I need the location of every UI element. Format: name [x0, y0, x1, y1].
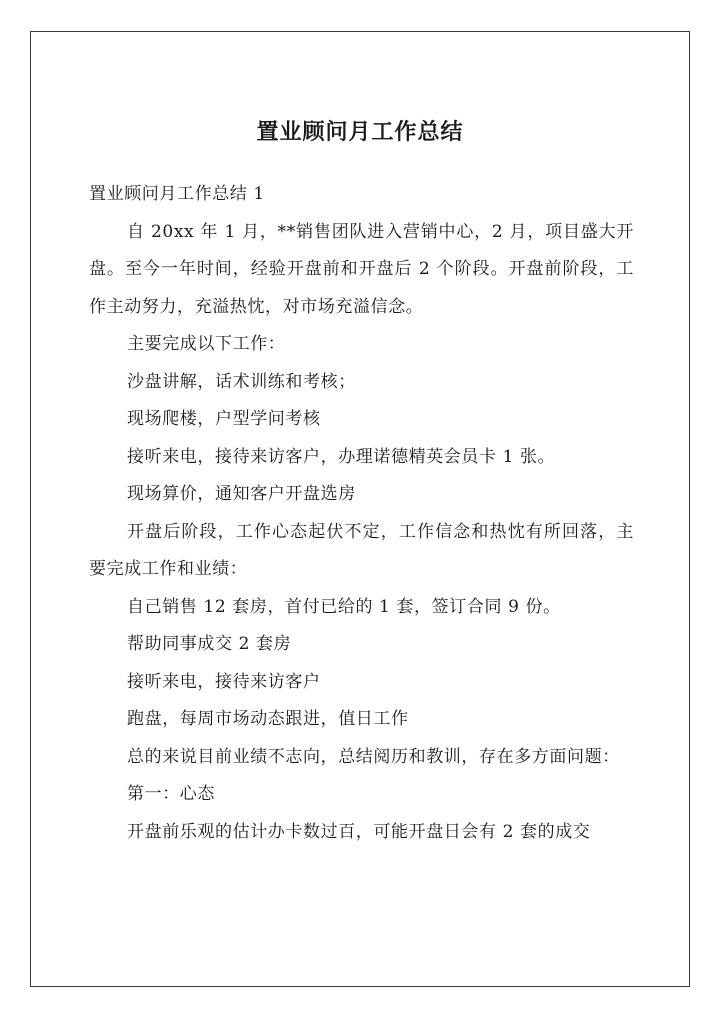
- list-item: 现场算价，通知客户开盘选房: [127, 484, 356, 504]
- list-item: 接听来电，接待来访客户，办理诺德精英会员卡 1 张。: [127, 446, 556, 467]
- paragraph-after-opening: 开盘后阶段，工作心态起伏不定，工作信念和热忱有所回落，主要完成工作和业绩：: [89, 521, 634, 579]
- list-item: 跑盘，每周市场动态跟进，值日工作: [127, 709, 409, 729]
- subheading-mindset: 第一：心态: [127, 784, 215, 804]
- list-item: 自己销售 12 套房，首付已给的 1 套，签订合同 9 份。: [127, 596, 561, 617]
- paragraph-mindset: 开盘前乐观的估计办卡数过百，可能开盘日会有 2 套的成交: [127, 821, 591, 842]
- list-item: 接听来电，接待来访客户: [127, 671, 321, 692]
- list-item: 沙盘讲解，话术训练和考核；: [127, 371, 356, 392]
- paragraph-summary: 总的来说目前业绩不志向，总结阅历和教训，存在多方面问题：: [127, 746, 620, 767]
- document-title: 置业顾问月工作总结: [256, 119, 464, 145]
- section-heading: 置业顾问月工作总结 1: [89, 184, 265, 204]
- paragraph-main-work: 主要完成以下工作：: [127, 334, 286, 354]
- document-body: [89, 176, 634, 851]
- list-item: 帮助同事成交 2 套房: [127, 634, 292, 654]
- paragraph-intro: 自 20xx 年 1 月，**销售团队进入营销中心，2 月，项目盛大开盘。至今一年时间，经验开盘前和开盘后 2 个阶段。开盘前阶段，工作主动努力，充溢热忱，对市场充溢信念。: [89, 221, 634, 317]
- list-item: 现场爬楼，户型学问考核: [127, 409, 321, 429]
